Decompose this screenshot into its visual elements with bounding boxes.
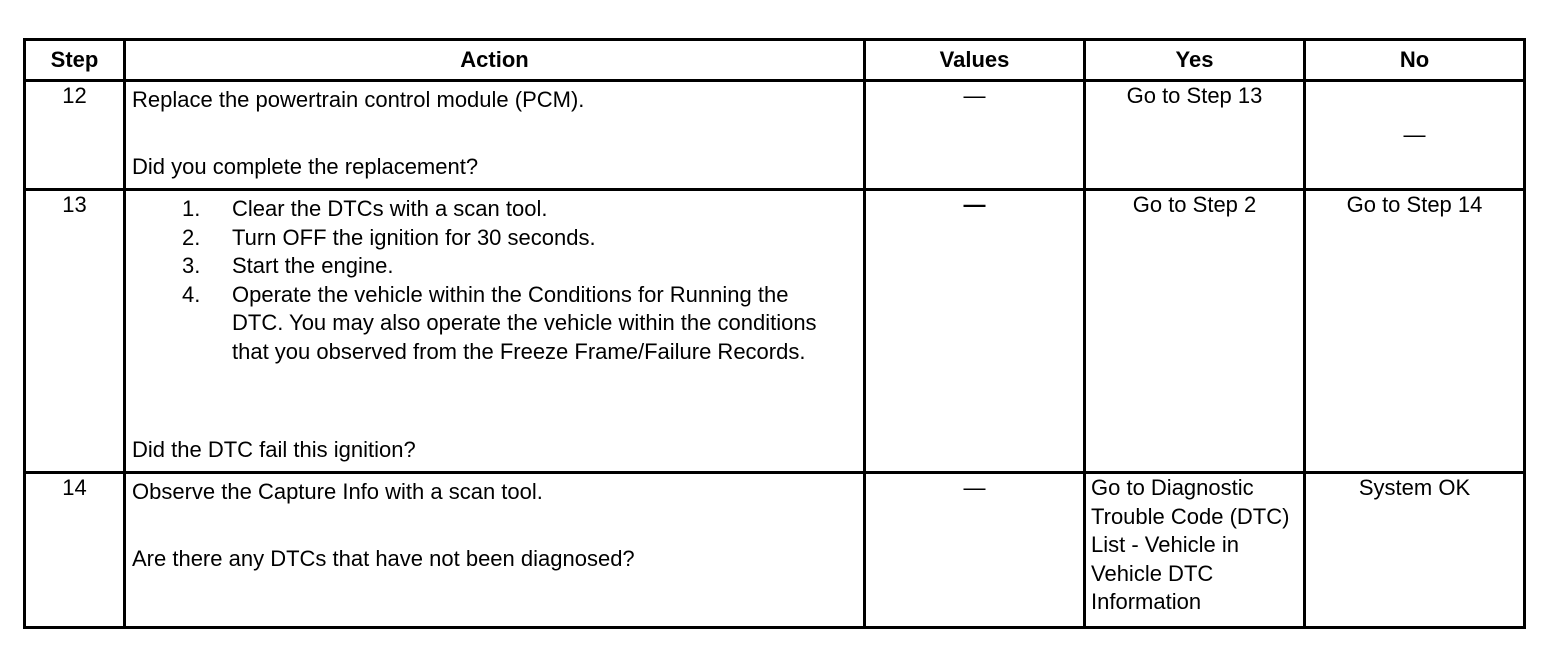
table-row: [25, 81, 1525, 190]
action-cell: [125, 473, 865, 628]
no-cell: [1305, 190, 1525, 473]
table-row: [25, 473, 1525, 628]
action-question: Are there any DTCs that have not been diagnosed?: [132, 545, 635, 571]
values-cell: [865, 190, 1085, 473]
no-link[interactable]: Go to Step 14: [1346, 192, 1483, 217]
table-row: [25, 190, 1525, 473]
header-step: Step: [25, 40, 125, 81]
no-result: System OK: [1358, 475, 1471, 500]
yes-cell: [1085, 473, 1305, 628]
no-cell: [1305, 473, 1525, 628]
action-text: Observe the Capture Info with a scan tool.: [132, 479, 543, 504]
list-item: 1. Clear the DTCs with a scan tool.: [182, 196, 548, 221]
no-dash: —: [1403, 121, 1426, 147]
values-dash: —: [963, 192, 986, 217]
action-question: Did you complete the replacement?: [132, 154, 479, 180]
header-action: Action: [125, 40, 865, 81]
values-cell: [865, 81, 1085, 190]
step-number: 13: [25, 190, 125, 473]
step-number: 14: [25, 473, 125, 628]
list-item: 2. Turn OFF the ignition for 30 seconds.: [182, 224, 596, 250]
action-question: Did the DTC fail this ignition?: [132, 437, 416, 463]
values-dash: —: [963, 475, 986, 500]
yes-link[interactable]: Go to Diagnostic Trouble Code (DTC) List - Vehicle in Vehicle DTC Information: [1091, 475, 1290, 615]
list-item: 3. Start the engine.: [182, 253, 394, 279]
step-number: 12: [25, 81, 125, 190]
values-dash: —: [963, 83, 986, 108]
action-steps-list: [132, 195, 857, 367]
yes-cell: [1085, 190, 1305, 473]
header-no: No: [1305, 40, 1525, 81]
action-cell: [125, 81, 865, 190]
header-yes: Yes: [1085, 40, 1305, 81]
yes-cell: [1085, 81, 1305, 190]
header-row: [25, 40, 1525, 81]
diagnostic-table: [23, 38, 1526, 629]
no-cell: [1305, 81, 1525, 190]
header-values: Values: [865, 40, 1085, 81]
action-cell: [125, 190, 865, 473]
yes-link[interactable]: Go to Step 13: [1126, 83, 1263, 108]
action-text: Replace the powertrain control module (PCM).: [132, 87, 585, 112]
values-cell: [865, 473, 1085, 628]
yes-link[interactable]: Go to Step 2: [1132, 192, 1257, 217]
list-item: 4. Operate the vehicle within the Conditions for Running the DTC. You may also operate the vehicle within the conditions that you observed from the Freeze Frame/Failure Records.: [182, 281, 817, 364]
